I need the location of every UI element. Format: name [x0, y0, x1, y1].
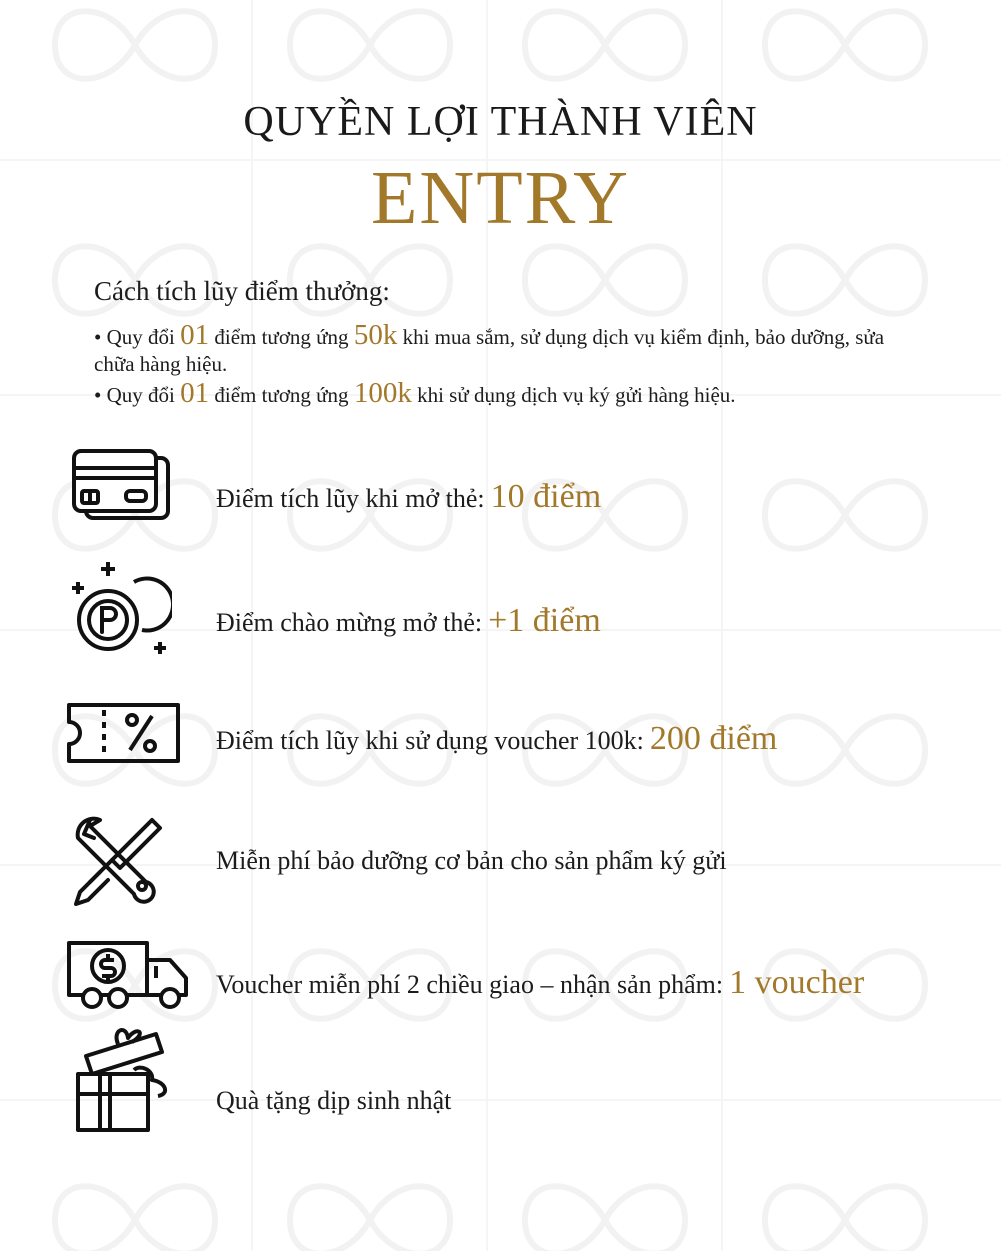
rule-amount: 50k — [353, 319, 398, 351]
benefit-value: 1 voucher — [729, 964, 865, 1001]
benefit-label: Miễn phí bảo dưỡng cơ bản cho sản phẩm ký gửi — [216, 846, 727, 875]
benefit-label: Điểm tích lũy khi mở thẻ: 10 điểm — [216, 478, 602, 515]
membership-tier: ENTRY — [370, 156, 631, 240]
page-title: QUYỀN LỢI THÀNH VIÊN — [243, 99, 758, 145]
credit-card-icon — [70, 448, 174, 534]
benefit-label: Điểm tích lũy khi sử dụng voucher 100k: 200 điểm — [216, 720, 778, 757]
rule-points: 01 — [180, 377, 210, 409]
benefit-value: 10 điểm — [490, 478, 602, 515]
rule-points: 01 — [180, 319, 210, 351]
benefit-label: Quà tặng dịp sinh nhật — [216, 1086, 452, 1115]
accrual-rule: • Quy đổi 01 điểm tương ứng 100k khi sử dụng dịch vụ ký gửi hàng hiệu. — [94, 377, 736, 409]
rule-amount: 100k — [353, 377, 412, 409]
wrench-screwdriver-icon — [70, 814, 166, 906]
benefit-label: Điểm chào mừng mở thẻ: +1 điểm — [216, 602, 601, 639]
point-coins-icon — [68, 560, 172, 660]
benefit-value: 200 điểm — [649, 720, 778, 757]
discount-ticket-icon — [66, 702, 182, 764]
gift-box-icon — [74, 1026, 174, 1134]
accrual-heading: Cách tích lũy điểm thưởng: — [94, 276, 390, 306]
benefit-label: Voucher miễn phí 2 chiều giao – nhận sản phẩm: 1 voucher — [216, 964, 865, 1001]
benefit-value: +1 điểm — [488, 602, 601, 639]
delivery-truck-icon — [66, 940, 190, 1010]
accrual-rule: • Quy đổi 01 điểm tương ứng 50k khi mua sắm, sử dụng dịch vụ kiểm định, bảo dưỡng, sửa chữa hàng hiệu. — [94, 319, 885, 376]
